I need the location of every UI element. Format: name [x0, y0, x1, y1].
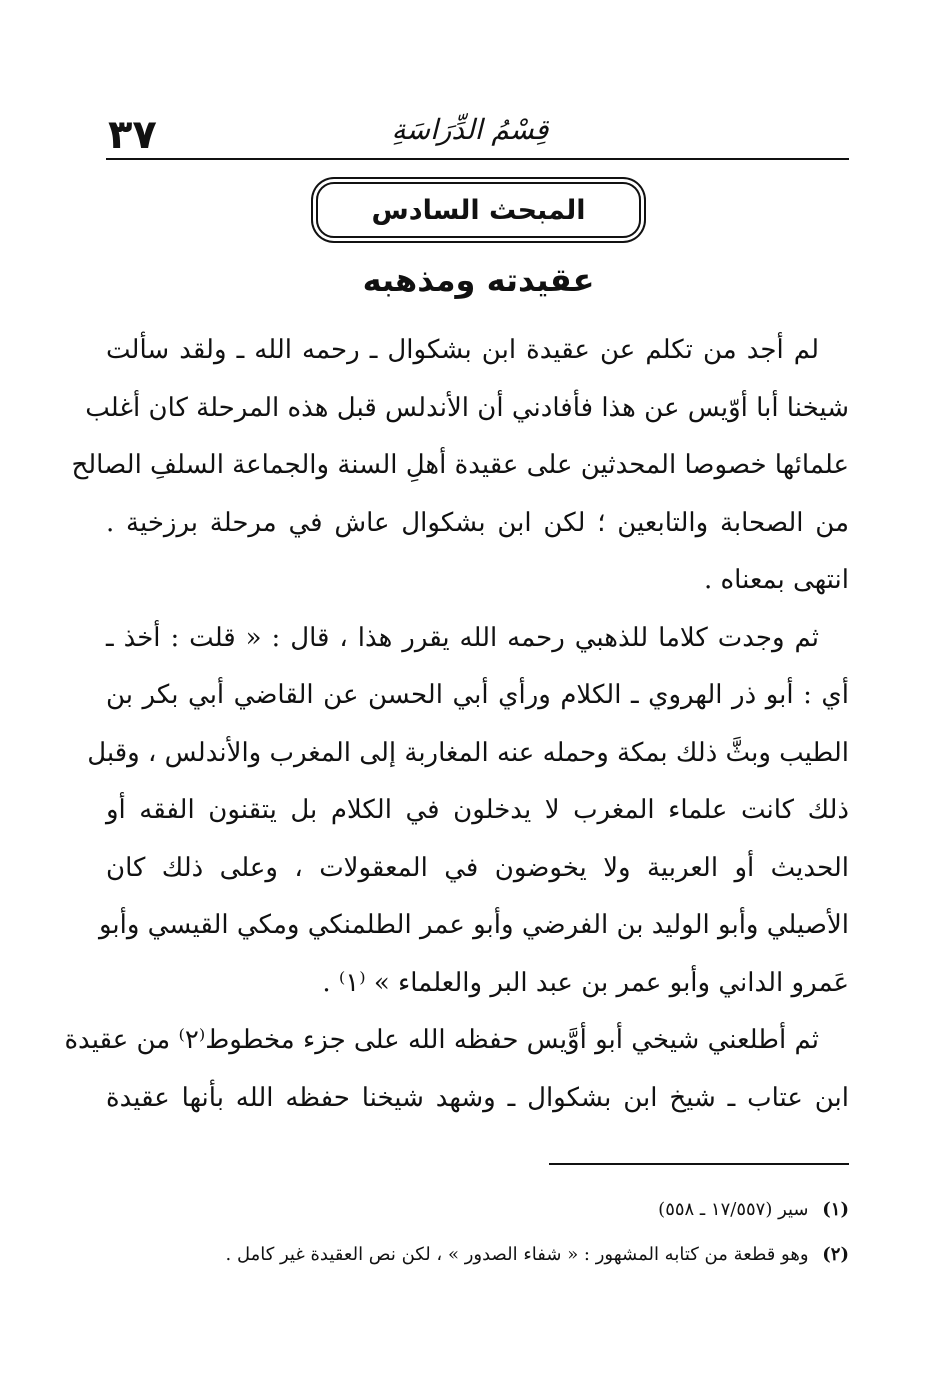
footnote-text: وهو قطعة من كتابه المشهور : « شفاء الصدور » ، لكن نص العقيدة غير كامل . [225, 1244, 809, 1265]
section-label: المبحث السادس [371, 194, 586, 226]
body-line: ابن عتاب ـ شيخ ابن بشكوال ـ وشهد شيخنا حفظه الله بأنها عقيدة [106, 1082, 849, 1113]
footnotes [106, 1190, 849, 1280]
footnote-text: سير (١٧/٥٥٧ ـ ٥٥٨) [658, 1199, 809, 1220]
body-line: ذلك كانت علماء المغرب لا يدخلون في الكلام بل يتقنون الفقه أو [106, 795, 849, 825]
body-line: أي : أبو ذر الهروي ـ الكلام ورأي أبي الحسن عن القاضي أبي بكر بن [106, 680, 849, 710]
body-line: علمائها خصوصا المحدثين على عقيدة أهلِ السنة والجماعة السلفِ الصالح [71, 450, 849, 480]
body-line: عَمرو الداني وأبو عمر بن عبد البر والعلماء » ⁽١⁾ . [322, 967, 849, 998]
header-rule [106, 158, 849, 160]
section-label-box [316, 182, 641, 238]
running-title: قِسْمُ الدِّرَاسَةِ [391, 113, 549, 146]
footnote [106, 1235, 849, 1280]
footnote [106, 1190, 849, 1235]
section-title: عقيدته ومذهبه [362, 261, 595, 299]
body-line: ثم أطلعني شيخي أبو أوَّيس حفظه الله على جزء مخطوط⁽٢⁾ من عقيدة [64, 1025, 819, 1055]
body-line: انتهى بمعناه . [704, 565, 849, 595]
body-line: من الصحابة والتابعين ؛ لكن ابن بشكوال عاش في مرحلة برزخية . [106, 507, 849, 538]
footnote-number: (٢) [822, 1244, 849, 1265]
footnote-number: (١) [822, 1199, 849, 1220]
body-line: شيخنا أبا أوّيس عن هذا فأفادني أن الأندلس قبل هذه المرحلة كان أغلب [85, 392, 849, 423]
body-line: الأصيلي وأبو الوليد بن الفرضي وأبو عمر الطلمنكي ومكي القيسي وأبو [98, 910, 849, 940]
page-number: ٣٧ [108, 112, 157, 158]
body-line: الحديث أو العربية ولا يخوضون في المعقولات ، وعلى ذلك كان [106, 852, 849, 883]
body-line: ثم وجدت كلاما للذهبي رحمه الله يقرر هذا ، قال : « قلت : أخذ ـ [106, 622, 819, 653]
body-line: الطيب وبثَّ ذلك بمكة وحمله عنه المغاربة إلى المغرب والأندلس ، وقبل [87, 737, 849, 768]
footnote-rule [549, 1163, 849, 1165]
body-text [64, 322, 849, 1127]
body-line: لم أجد من تكلم عن عقيدة ابن بشكوال ـ رحمه الله ـ ولقد سألت [106, 335, 819, 365]
